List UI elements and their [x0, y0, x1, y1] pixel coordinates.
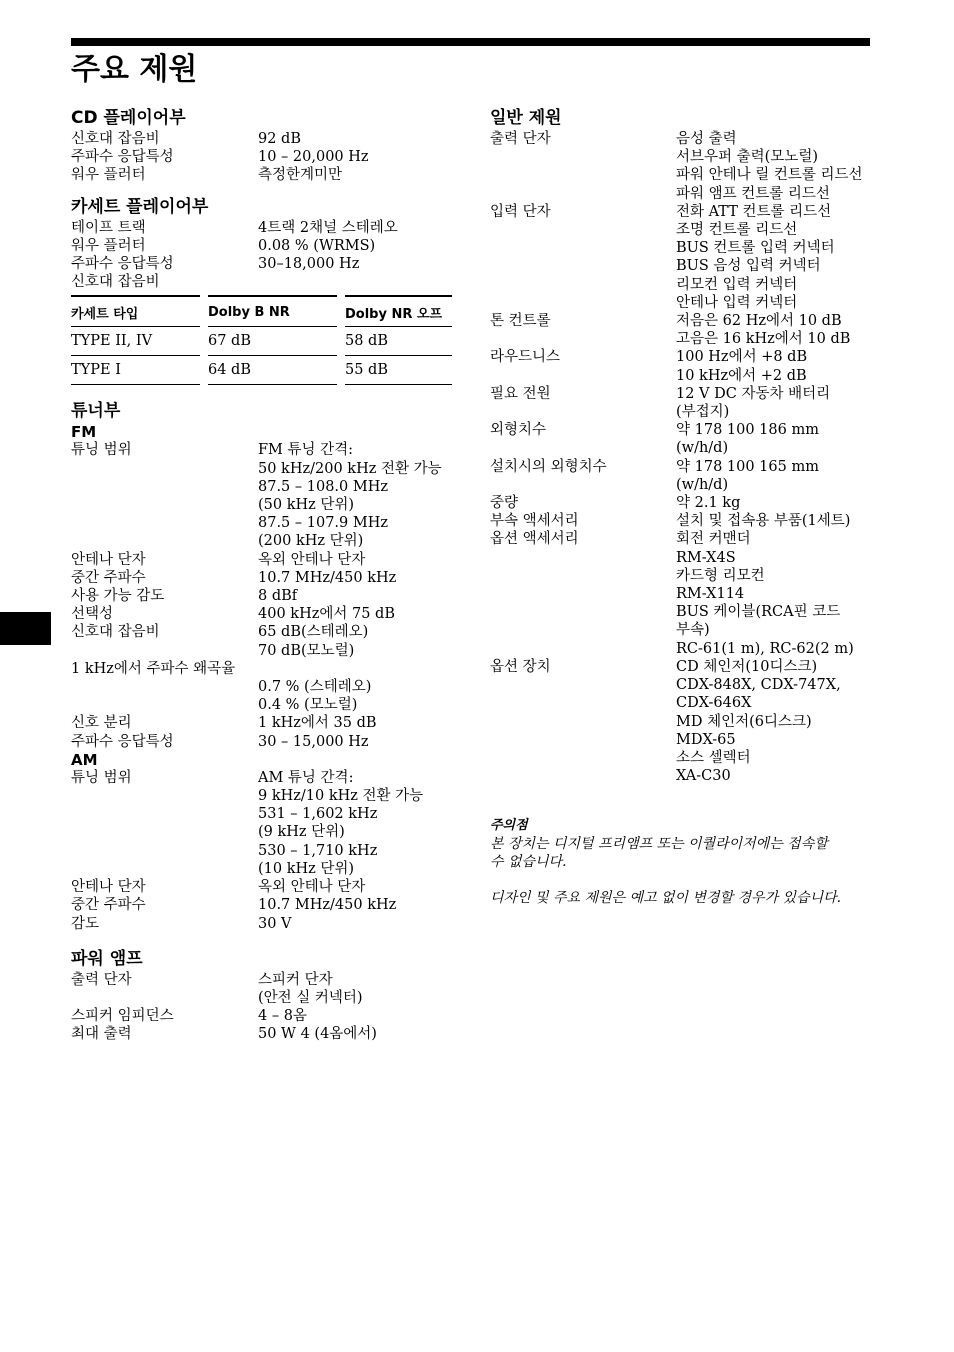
spec-label: 신호대 잡음비 — [71, 624, 160, 641]
section-heading-cassette: 카세트 플레이어부 — [71, 196, 209, 217]
spec-value: CD 체인저(10디스크) — [676, 658, 818, 675]
spec-row — [490, 676, 872, 694]
spec-row — [71, 237, 452, 255]
spec-value: 65 dB(스테레오) — [258, 624, 369, 641]
spec-value: 8 dBf — [258, 588, 298, 605]
spec-row — [71, 478, 452, 496]
spec-label: 선택성 — [71, 606, 114, 623]
spec-label: 부속 액세서리 — [490, 513, 579, 530]
spec-row — [71, 642, 452, 660]
spec-list — [71, 441, 452, 659]
spec-value: 고음은 16 kHz에서 10 dB — [676, 331, 851, 348]
spec-list — [71, 714, 452, 750]
spec-row — [71, 696, 452, 714]
spec-label: 스피커 임피던스 — [71, 1008, 174, 1025]
spec-label: 설치시의 외형치수 — [490, 458, 607, 475]
spec-value: RC-61(1 m), RC-62(2 m) — [676, 640, 854, 657]
spec-label: 외형치수 — [490, 422, 547, 439]
spec-row — [490, 640, 872, 658]
spec-value: 10.7 MHz/450 kHz — [258, 569, 397, 586]
spec-value: 12 V DC 자동차 배터리 — [676, 385, 831, 402]
spec-row — [490, 458, 872, 476]
table-header-cell: Dolby B NR — [208, 295, 337, 327]
spec-row — [490, 367, 872, 385]
spec-label: 워우 플러터 — [71, 237, 146, 254]
spec-value: 1 kHz에서 35 dB — [258, 715, 377, 732]
spec-value: 30–18,000 Hz — [258, 256, 360, 273]
spec-value: (w/h/d) — [676, 440, 729, 457]
section-power-amp — [71, 947, 452, 1044]
spec-value: 약 178 100 165 mm — [676, 458, 819, 475]
spec-row — [71, 971, 452, 989]
spec-row — [71, 842, 452, 860]
spec-value: (안전 실 커넥터) — [258, 989, 363, 1006]
spec-row — [71, 733, 452, 751]
spec-value: 531 – 1,602 kHz — [258, 806, 378, 823]
spec-value — [258, 273, 452, 291]
spec-row — [71, 605, 452, 623]
spec-label: 워우 플러터 — [71, 167, 146, 184]
spec-row — [490, 731, 872, 749]
spec-label: 라우드니스 — [490, 349, 561, 366]
spec-value: 92 dB — [258, 131, 301, 147]
spec-row — [490, 276, 872, 294]
section-cd-player — [71, 106, 452, 185]
spec-value: 조명 컨트롤 리드선 — [676, 222, 798, 239]
spec-value: (10 kHz 단위) — [258, 860, 355, 877]
spec-value: 설치 및 접속용 부품(1세트) — [676, 513, 851, 530]
note-line: 본 장치는 디지털 프리앰프 또는 이퀄라이저에는 접속할 — [490, 836, 828, 853]
table-cell: TYPE I — [71, 356, 200, 385]
spec-row — [490, 567, 872, 585]
spec-row — [71, 166, 452, 184]
spec-row — [71, 805, 452, 823]
spec-value: (200 kHz 단위) — [258, 533, 364, 550]
spec-row — [71, 148, 452, 166]
spec-label: 주파수 응답특성 — [71, 149, 174, 166]
spec-label: 중간 주파수 — [71, 897, 146, 914]
spec-label: 안테나 단자 — [71, 879, 146, 896]
spec-value: 스피커 단자 — [258, 971, 333, 988]
spec-label: 중간 주파수 — [71, 569, 146, 586]
spec-row — [71, 569, 452, 587]
spec-row — [71, 441, 452, 459]
spec-list — [71, 971, 452, 1044]
spec-value: 530 – 1,710 kHz — [258, 842, 378, 859]
spec-row — [71, 860, 452, 878]
spec-value: 부속) — [676, 622, 710, 639]
spec-row — [71, 532, 452, 550]
spec-value: CDX-646X — [676, 695, 752, 712]
spec-value: 87.5 – 108.0 MHz — [258, 478, 389, 495]
spec-value: 옥외 안테나 단자 — [258, 879, 366, 896]
table-cell: 64 dB — [208, 356, 337, 385]
subheading-fm: FM — [71, 423, 97, 442]
table-cell: 67 dB — [208, 327, 337, 356]
spec-label: 감도 — [71, 915, 100, 932]
spec-row — [490, 749, 872, 767]
spec-row — [490, 439, 872, 457]
spec-value: 전화 ATT 컨트롤 리드선 — [676, 203, 832, 220]
spec-value: RM-X114 — [676, 586, 745, 603]
spec-value: 30 – 15,000 Hz — [258, 733, 369, 750]
spec-label: 테이프 트랙 — [71, 219, 146, 236]
spec-list — [71, 219, 452, 292]
table-header-cell: 카세트 타입 — [71, 295, 200, 327]
table-cell: TYPE II, IV — [71, 327, 200, 356]
spec-row — [71, 130, 452, 148]
spec-row — [490, 130, 872, 148]
table-row — [71, 356, 452, 385]
spec-value: BUS 케이블(RCA핀 코드 — [676, 604, 841, 621]
spec-list — [71, 130, 452, 185]
spec-label: 신호 분리 — [71, 715, 132, 732]
spec-row — [490, 221, 872, 239]
spec-value: 리모컨 입력 커넥터 — [676, 276, 798, 293]
spec-row — [71, 496, 452, 514]
spec-value: 파워 앰프 컨트롤 리드선 — [676, 185, 830, 202]
spec-value: 저음은 62 Hz에서 10 dB — [676, 313, 842, 330]
spec-row — [71, 1007, 452, 1025]
spec-value: 50 kHz/200 kHz 전환 가능 — [258, 460, 442, 477]
top-rule — [71, 38, 870, 46]
spec-value: 87.5 – 107.9 MHz — [258, 515, 389, 532]
spec-row — [490, 658, 872, 676]
section-heading-amp: 파워 앰프 — [71, 948, 143, 969]
spec-row — [71, 915, 452, 933]
spec-label: 입력 단자 — [490, 203, 551, 220]
spec-row — [71, 273, 452, 291]
spec-row — [490, 203, 872, 221]
spec-value: MD 체인저(6디스크) — [676, 713, 812, 730]
spec-row — [490, 494, 872, 512]
spec-row — [490, 294, 872, 312]
disclaimer: 디자인 및 주요 제원은 예고 없이 변경할 경우가 있습니다. — [490, 890, 842, 907]
spec-label: 신호대 잡음비 — [71, 131, 160, 147]
spec-row — [490, 385, 872, 403]
spec-label: 튜닝 범위 — [71, 442, 132, 459]
spec-label: 신호대 잡음비 — [71, 274, 160, 291]
spec-value: 회전 커맨더 — [676, 531, 751, 548]
cassette-snr-table — [71, 295, 452, 385]
spec-row — [71, 255, 452, 273]
spec-row — [490, 312, 872, 330]
spec-list — [490, 130, 872, 785]
spec-label: 필요 전원 — [490, 385, 551, 402]
spec-value: 10.7 MHz/450 kHz — [258, 897, 397, 914]
spec-row — [490, 621, 872, 639]
section-cassette-player — [71, 195, 452, 386]
spec-value: RM-X4S — [676, 549, 736, 566]
right-column — [490, 106, 872, 907]
spec-value: 9 kHz/10 kHz 전환 가능 — [258, 788, 424, 805]
spec-row — [490, 348, 872, 366]
spec-row — [71, 823, 452, 841]
spec-row — [71, 460, 452, 478]
spec-row — [490, 767, 872, 785]
spec-value: (부접지) — [676, 404, 730, 421]
spec-row — [490, 585, 872, 603]
spec-label: 톤 컨트롤 — [490, 313, 551, 330]
spec-value: 서브우퍼 출력(모노럴) — [676, 149, 818, 166]
note-title: 주의점 — [490, 818, 528, 834]
spec-row — [71, 587, 452, 605]
section-heading-general: 일반 제원 — [490, 108, 562, 128]
spec-label: 출력 단자 — [71, 971, 132, 988]
spec-row — [490, 603, 872, 621]
spec-value: 0.4 % (모노럴) — [258, 697, 358, 714]
spec-row — [490, 239, 872, 257]
spec-value: (50 kHz 단위) — [258, 497, 355, 514]
table-cell: 58 dB — [345, 327, 452, 356]
spec-value: FM 튜닝 간격: — [258, 442, 354, 459]
spec-value: 70 dB(모노럴) — [258, 642, 355, 659]
spec-row — [71, 769, 452, 787]
spec-value: 100 Hz에서 +8 dB — [676, 349, 808, 366]
spec-row — [490, 166, 872, 184]
spec-value: 파워 안테나 릴 컨트롤 리드선 — [676, 167, 863, 184]
spec-value: 음성 출력 — [676, 131, 737, 147]
spec-value: 0.08 % (WRMS) — [258, 237, 376, 254]
section-general — [490, 106, 872, 785]
spec-value: 약 2.1 kg — [676, 495, 741, 512]
spec-row — [490, 257, 872, 275]
spec-row — [71, 660, 452, 678]
table-header-cell: Dolby NR 오프 — [345, 295, 452, 327]
spec-row — [490, 185, 872, 203]
spec-row — [490, 148, 872, 166]
spec-value: 10 kHz에서 +2 dB — [676, 367, 807, 384]
spec-value: 옥외 안테나 단자 — [258, 551, 366, 568]
spec-value: 약 178 100 186 mm — [676, 422, 819, 439]
spec-row — [490, 713, 872, 731]
spec-value: 30 V — [258, 915, 292, 932]
left-column — [71, 106, 452, 1044]
spec-label: 사용 가능 감도 — [71, 588, 165, 605]
spec-value: BUS 음성 입력 커넥터 — [676, 258, 821, 275]
spec-value: AM 튜닝 간격: — [258, 769, 354, 786]
spec-value: MDX-65 — [676, 731, 736, 748]
spec-row — [490, 694, 872, 712]
spec-row — [490, 421, 872, 439]
spec-row — [490, 512, 872, 530]
spec-value: 측정한계미만 — [258, 167, 343, 184]
spec-label: 안테나 단자 — [71, 551, 146, 568]
side-tab-marker — [0, 612, 51, 645]
spec-row — [71, 514, 452, 532]
spec-row — [71, 878, 452, 896]
spec-value: BUS 컨트롤 입력 커넥터 — [676, 240, 835, 257]
spec-value: 안테나 입력 커넥터 — [676, 294, 798, 311]
section-heading-tuner: 튜너부 — [71, 401, 121, 422]
table-cell: 55 dB — [345, 356, 452, 385]
spec-value: 0.7 % (스테레오) — [258, 679, 372, 696]
table-row — [71, 327, 452, 356]
spec-row — [71, 219, 452, 237]
spec-label: 주파수 응답특성 — [71, 256, 174, 273]
section-heading-cd: CD 플레이어부 — [71, 108, 186, 128]
spec-label: 출력 단자 — [490, 131, 551, 147]
spec-row — [71, 787, 452, 805]
spec-label: 최대 출력 — [71, 1026, 132, 1043]
page-title: 주요 제원 — [71, 52, 198, 87]
spec-row — [71, 896, 452, 914]
table-header-row — [71, 295, 452, 327]
spec-value: (9 kHz 단위) — [258, 824, 345, 841]
spec-row — [71, 714, 452, 732]
spec-label: 옵션 장치 — [490, 658, 551, 675]
spec-label: 튜닝 범위 — [71, 769, 132, 786]
spec-row — [490, 530, 872, 548]
spec-row — [71, 1025, 452, 1043]
spec-row — [490, 549, 872, 567]
spec-row — [71, 623, 452, 641]
spec-list — [71, 769, 452, 933]
spec-value: 소스 셀렉터 — [676, 749, 751, 766]
spec-label: 옵션 액세서리 — [490, 531, 579, 548]
spec-row — [490, 403, 872, 421]
spec-value: CDX-848X, CDX-747X, — [676, 677, 841, 694]
spec-label: 중량 — [490, 495, 519, 512]
spec-value: 50 W 4 (4옴에서) — [258, 1026, 377, 1043]
spec-label: 1 kHz에서 주파수 왜곡율 — [71, 660, 236, 677]
section-tuner — [71, 399, 452, 932]
spec-label: 주파수 응답특성 — [71, 733, 174, 750]
spec-row — [71, 678, 452, 696]
note-line: 수 없습니다. — [490, 854, 567, 871]
spec-value: 400 kHz에서 75 dB — [258, 606, 395, 623]
subheading-am: AM — [71, 750, 98, 769]
spec-value: 10 – 20,000 Hz — [258, 149, 369, 166]
spec-row — [71, 989, 452, 1007]
spec-value: XA-C30 — [676, 768, 731, 785]
spec-value: 카드형 리모컨 — [676, 567, 765, 584]
spec-row — [71, 551, 452, 569]
spec-row — [490, 330, 872, 348]
spec-value: 4 – 8옴 — [258, 1008, 307, 1025]
spec-row — [490, 476, 872, 494]
section-note — [490, 817, 872, 907]
spec-value: (w/h/d) — [676, 476, 729, 493]
spec-value: 4트랙 2채널 스테레오 — [258, 219, 398, 236]
